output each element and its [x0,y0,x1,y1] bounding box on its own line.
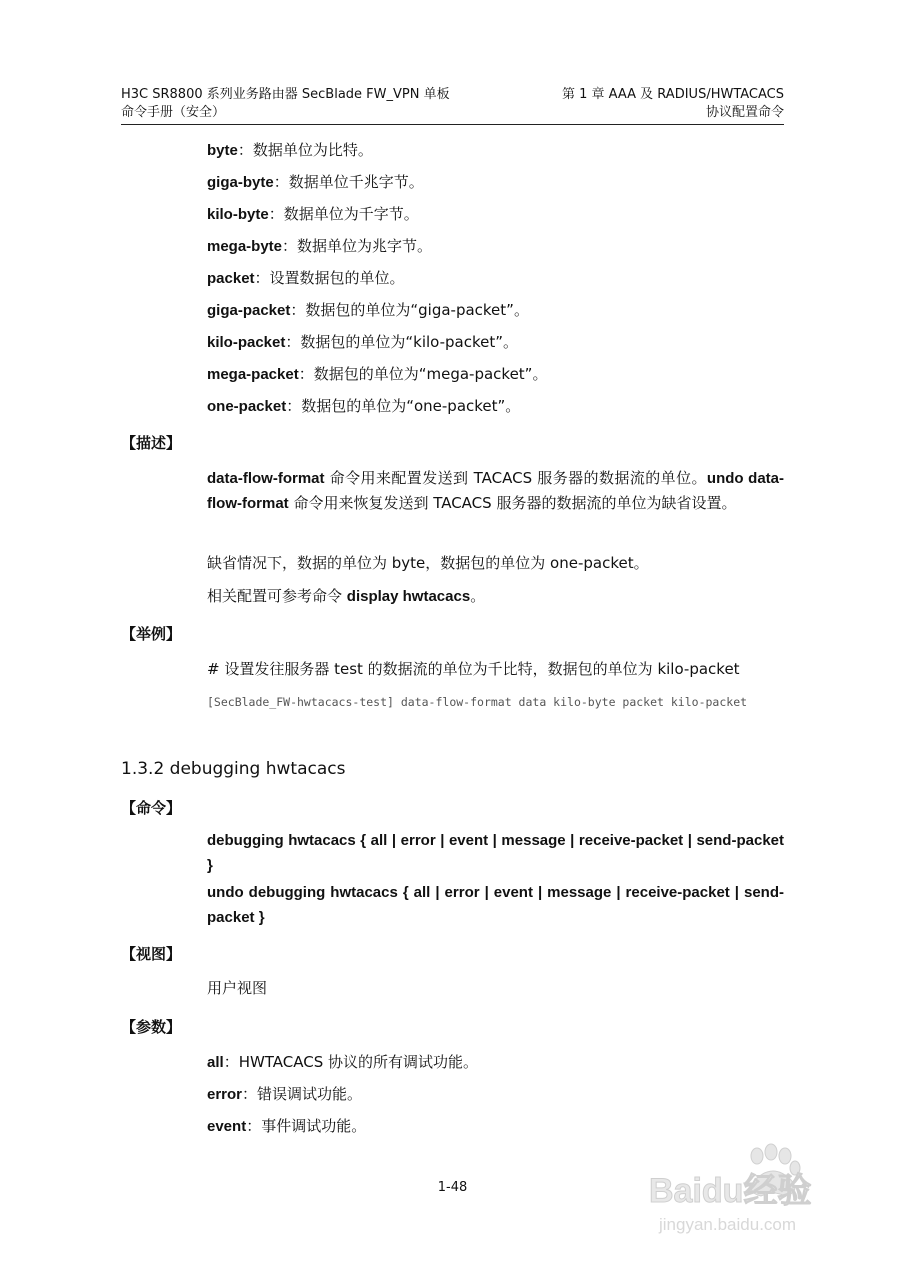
example-code: [SecBlade_FW-hwtacacs-test] data-flow-format data kilo-byte packet kilo-packet [207,695,748,709]
param-item [207,332,518,353]
param-term: one-packet [207,398,287,415]
header-right-line1: 第 1 章 AAA 及 RADIUS/HWTACACS [561,87,784,102]
example-comment: # 设置发往服务器 test 的数据流的单位为千比特，数据包的单位为 kilo-packet [207,660,740,678]
section-title-example: 【举例】 [121,625,182,643]
description-paragraph-2: 缺省情况下，数据的单位为 byte，数据包的单位为 one-packet。 [207,554,649,572]
param-item [207,172,424,193]
param-term: mega-byte [207,238,283,255]
param-item [207,396,520,417]
param-item [207,268,405,289]
header-left [121,86,450,122]
param-desc: ：数据包的单位为“one-packet”。 [286,397,521,415]
param-term: kilo-byte [207,206,269,223]
watermark-url: jingyan.baidu.com [659,1215,797,1234]
baidu-watermark-logo [645,1140,845,1240]
param-term: giga-packet [207,302,291,319]
description-paragraph-3: 相关配置可参考命令 display hwtacacs。 [207,587,486,605]
param-item [207,236,432,257]
description-paragraph-1: data-flow-format 命令用来配置发送到 TACACS 服务器的数据流的单位。undo data-flow-format 命令用来恢复发送到 TACACS 服务器的数据流的单位为缺省设置。 [207,469,784,512]
param-item [207,364,547,385]
param-term: giga-byte [207,174,274,191]
param-desc: ：设置数据包的单位。 [254,269,405,287]
param-term: event [207,1118,247,1135]
param-desc: ：错误调试功能。 [242,1085,363,1103]
param-desc: ：HWTACACS 协议的所有调试功能。 [223,1053,479,1071]
section-title-description: 【描述】 [121,434,182,452]
param-item [207,1116,366,1137]
watermark-logo-text: Baidu经验 [649,1172,812,1210]
param-item [207,1052,478,1073]
param-term: packet [207,270,255,287]
param-item [207,140,373,161]
param-desc: ：数据单位为千字节。 [268,205,419,223]
page-header [121,84,784,125]
param-desc: ：数据包的单位为“mega-packet”。 [298,365,548,383]
header-left-line2: 命令手册（安全） [121,105,226,120]
undo-command-syntax: undo debugging hwtacacs { all | error | event | message | receive-packet | send-packet } [207,884,784,926]
param-desc: ：数据单位千兆字节。 [273,173,424,191]
param-term: mega-packet [207,366,299,383]
header-right [562,86,784,122]
param-term: all [207,1054,224,1071]
section-heading: 1.3.2 debugging hwtacacs [121,759,346,779]
page-number: 1-48 [437,1180,468,1195]
header-left-line1: H3C SR8800 系列业务路由器 SecBlade FW_VPN 单板 [121,87,450,102]
param-term: kilo-packet [207,334,286,351]
param-term: byte [207,142,238,159]
param-desc: ：数据单位为比特。 [237,141,373,159]
section-title-command: 【命令】 [121,799,182,817]
param-desc: ：事件调试功能。 [246,1117,367,1135]
section-title-view: 【视图】 [121,945,182,963]
param-desc: ：数据包的单位为“giga-packet”。 [290,301,529,319]
param-desc: ：数据包的单位为“kilo-packet”。 [285,333,519,351]
param-item [207,204,419,225]
param-desc: ：数据单位为兆字节。 [282,237,433,255]
header-right-line2: 协议配置命令 [705,105,784,120]
param-item [207,300,529,321]
param-item [207,1084,362,1105]
view-text: 用户视图 [207,979,268,997]
command-syntax: debugging hwtacacs { all | error | event | message | receive-packet | send-packet } [207,832,784,874]
param-term: error [207,1086,243,1103]
section-title-parameters: 【参数】 [121,1018,182,1036]
